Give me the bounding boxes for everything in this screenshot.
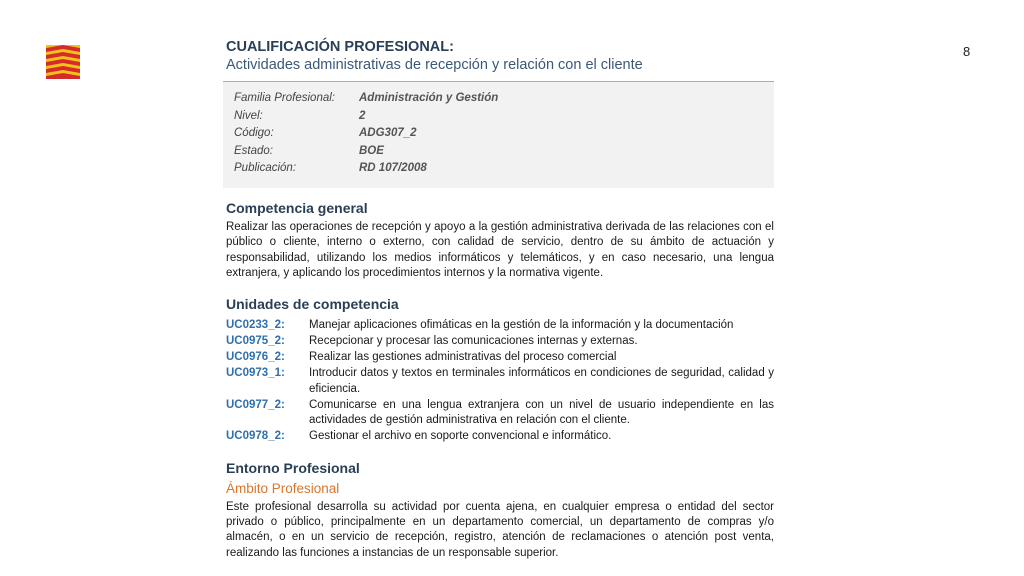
unit-description: Gestionar el archivo en soporte convencional e informático. (309, 430, 612, 443)
unit-code: UC0977_2: (226, 398, 285, 411)
qualification-info-box (223, 81, 774, 188)
unit-code: UC0978_2: (226, 430, 285, 443)
unit-description: Comunicarse en una lengua extranjera con un nivel de usuario independiente en las actividades de gestión administrativa en relación con el cliente. (309, 398, 774, 427)
info-row (234, 108, 774, 126)
info-value: Administración y Gestión (359, 92, 499, 104)
unit-description: Manejar aplicaciones ofimáticas en la gestión de la información y la documentación (309, 319, 734, 332)
page-subtitle: Actividades administrativas de recepción y relación con el cliente (226, 57, 643, 73)
info-label: Código: (234, 127, 274, 139)
unit-item (226, 350, 774, 366)
info-label: Publicación: (234, 162, 297, 174)
ambito-subheading: Ámbito Profesional (226, 480, 340, 496)
info-label: Nivel: (234, 109, 263, 122)
unit-item (226, 334, 774, 350)
info-value: BOE (359, 144, 384, 157)
unit-item (226, 318, 774, 334)
entorno-heading: Entorno Profesional (226, 459, 360, 476)
unit-item (226, 398, 774, 429)
unidades-list (226, 318, 774, 445)
ambito-text: Este profesional desarrolla su actividad por cuenta ajena, en cualquier empresa o entidad del sector privado o público, principalmente en un departamento comercial, un departamento de compras y/o almacén, o en un servicio de recepción, registro, atención de reclamaciones o atención post venta, realizando las funciones a instancias de un responsable superior. (226, 500, 774, 559)
competencia-heading: Competencia general (226, 200, 368, 216)
info-value: 2 (359, 109, 366, 122)
unidades-heading: Unidades de competencia (226, 296, 399, 313)
page-title: CUALIFICACIÓN PROFESIONAL: (226, 39, 454, 55)
unit-code: UC0233_2: (226, 319, 285, 332)
info-row (234, 125, 774, 143)
info-label: Estado: (234, 144, 273, 157)
unit-code: UC0973_1: (226, 367, 285, 380)
info-value: ADG307_2 (359, 127, 417, 139)
info-row (234, 90, 774, 108)
unit-item (226, 429, 774, 445)
document-body (226, 38, 774, 561)
info-row (234, 143, 774, 161)
unit-description: Recepcionar y procesar las comunicaciones internas y externas. (309, 335, 638, 348)
info-value: RD 107/2008 (359, 162, 427, 174)
aragon-flag-icon (46, 45, 80, 79)
page-number: 8 (963, 44, 971, 59)
info-row (234, 160, 774, 178)
unit-item (226, 366, 774, 397)
info-label: Familia Profesional: (234, 92, 335, 104)
unit-description: Realizar las gestiones administrativas del proceso comercial (309, 351, 617, 364)
unit-code: UC0976_2: (226, 351, 285, 364)
competencia-text: Realizar las operaciones de recepción y apoyo a la gestión administrativa derivada de las relaciones con el público o cliente, interno o externo, con calidad de servicio, dentro de su ámbito de actuación y responsabilidad, utilizando los medios informáticos y telemáticos, y en caso necesario, una lengua extranjera, y aplicando los procedimientos internos y la normativa vigente. (226, 221, 774, 279)
unit-code: UC0975_2: (226, 335, 285, 348)
unit-description: Introducir datos y textos en terminales informáticos en condiciones de seguridad, calidad y eficiencia. (309, 367, 774, 395)
